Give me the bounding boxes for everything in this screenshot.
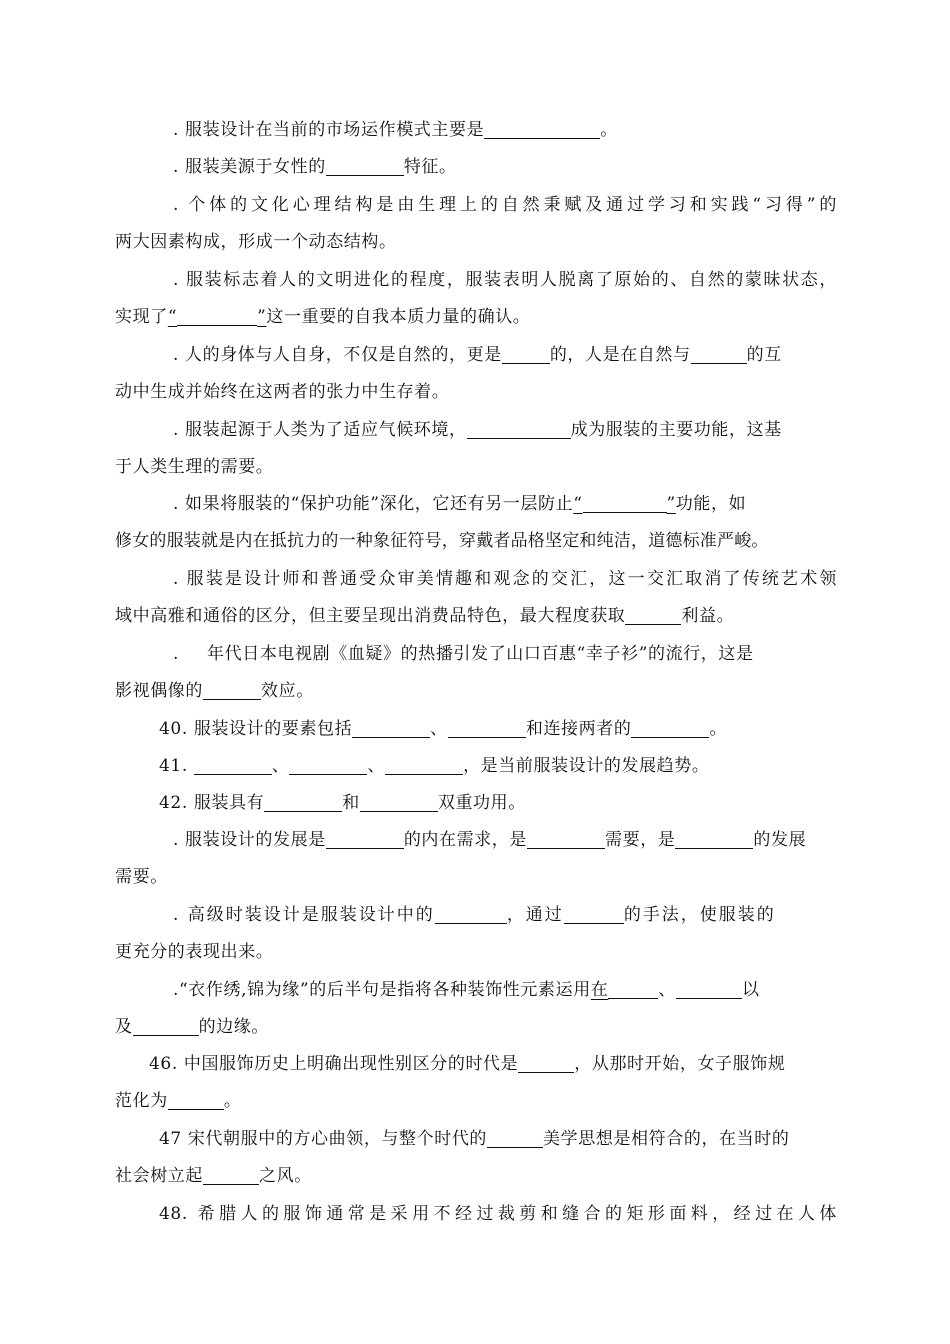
question-text: 41. bbox=[159, 756, 188, 776]
question-item bbox=[115, 112, 837, 149]
question-text: 以 bbox=[742, 980, 760, 1000]
question-item bbox=[115, 972, 837, 1046]
question-text: . 服装美源于女性的 bbox=[173, 157, 326, 177]
question-text: ，通过 bbox=[506, 905, 564, 925]
question-item bbox=[115, 1121, 837, 1195]
question-text: 更充分的表现出来。 bbox=[115, 942, 274, 962]
question-text: 的内在需求，是 bbox=[403, 830, 528, 850]
question-item bbox=[115, 337, 837, 411]
question-text: . 服装是设计师和普通受众审美情趣和观念的交汇，这一交汇取消了传统艺术领 bbox=[173, 569, 837, 589]
quote-mark: “ bbox=[167, 307, 178, 327]
question-text: . 如果将服装的“保护功能”深化，它还有另一层防止 bbox=[173, 494, 574, 514]
question-text: 域中高雅和通俗的区分，但主要呈现出消费品特色，最大程度获取 bbox=[115, 606, 626, 626]
question-text: ，是当前服装设计的发展趋势。 bbox=[463, 756, 710, 776]
answer-blank[interactable] bbox=[583, 490, 667, 513]
answer-blank[interactable] bbox=[676, 976, 742, 999]
answer-blank[interactable] bbox=[326, 153, 404, 176]
question-text: ，从那时开始，女子服饰规 bbox=[574, 1054, 786, 1074]
question-item bbox=[115, 149, 837, 186]
answer-blank[interactable] bbox=[435, 901, 507, 924]
answer-blank[interactable] bbox=[385, 752, 463, 775]
question-text: 、 bbox=[430, 719, 448, 739]
answer-blank[interactable] bbox=[467, 416, 571, 439]
question-item bbox=[115, 561, 837, 635]
question-text: 效应。 bbox=[261, 681, 314, 701]
quote-mark: ” bbox=[666, 494, 676, 514]
question-text: 年代日本电视剧《血疑》的热播引发了山口百惠“幸子衫”的流行，这是 bbox=[207, 644, 754, 664]
question-text: 、 bbox=[271, 756, 290, 776]
answer-blank[interactable] bbox=[360, 789, 438, 812]
question-item bbox=[115, 262, 837, 336]
question-text: 和连接两者的 bbox=[525, 719, 632, 739]
question-text: 的手法，使服装的 bbox=[623, 905, 776, 925]
answer-blank[interactable] bbox=[631, 715, 709, 738]
question-text: 需要，是 bbox=[605, 830, 676, 850]
answer-blank[interactable] bbox=[608, 976, 658, 999]
question-text: 42. 服装具有 bbox=[159, 793, 265, 813]
question-item bbox=[115, 785, 837, 822]
question-item bbox=[115, 1196, 837, 1233]
question-text: 特征。 bbox=[403, 157, 457, 177]
answer-blank[interactable] bbox=[487, 1125, 543, 1148]
answer-blank[interactable] bbox=[194, 752, 272, 775]
question-text: 47 宋代朝服中的方心曲领，与整个时代的 bbox=[159, 1129, 488, 1149]
answer-blank[interactable] bbox=[264, 789, 342, 812]
question-item bbox=[115, 822, 837, 896]
question-text: 48. 希腊人的服饰通常是采用不经过裁剪和缝合的矩形面料，经过在人体 bbox=[159, 1204, 837, 1224]
answer-blank[interactable] bbox=[675, 826, 753, 849]
answer-blank[interactable] bbox=[691, 341, 747, 364]
answer-blank[interactable] bbox=[518, 1050, 574, 1073]
question-text: 。 bbox=[223, 1091, 242, 1111]
answer-blank[interactable] bbox=[448, 715, 526, 738]
quote-mark: “ bbox=[573, 494, 583, 514]
question-text: 之风。 bbox=[259, 1166, 312, 1186]
question-text: 46. 中国服饰历史上明确出现性别区分的时代是 bbox=[149, 1054, 519, 1074]
question-text: . 高级时装设计是服装设计中的 bbox=[173, 905, 435, 925]
question-item bbox=[115, 1046, 837, 1120]
question-text: 这一重要的自我本质力量的确认。 bbox=[266, 307, 531, 327]
question-text: 的发展 bbox=[753, 830, 807, 850]
question-text: 范化为 bbox=[115, 1091, 168, 1111]
question-text: 功能，如 bbox=[675, 494, 747, 514]
question-text: 利益。 bbox=[681, 606, 735, 626]
question-text: 美学思想是相符合的，在当时的 bbox=[543, 1129, 790, 1149]
question-text: 动中生成并始终在这两者的张力中生存着。 bbox=[115, 382, 450, 402]
question-item bbox=[115, 412, 837, 486]
question-text: . 个体的文化心理结构是由生理上的自然秉赋及通过学习和实践“习得”的 bbox=[173, 195, 837, 215]
question-text: . 服装设计的发展是 bbox=[173, 830, 326, 850]
question-text: 、 bbox=[658, 980, 677, 1000]
question-text: 修女的服装就是内在抵抗力的一种象征符号，穿戴者品格坚定和纯洁，道德标准严峻。 bbox=[115, 531, 769, 551]
question-item bbox=[115, 897, 837, 971]
answer-blank[interactable] bbox=[502, 341, 550, 364]
question-text: 社会树立起 bbox=[115, 1166, 203, 1186]
answer-blank[interactable] bbox=[564, 901, 624, 924]
question-text: 需要。 bbox=[115, 867, 168, 887]
question-text: . 人的身体与人自身，不仅是自然的，更是 bbox=[173, 345, 502, 365]
question-text: 。 bbox=[600, 120, 618, 140]
answer-blank[interactable] bbox=[168, 1087, 224, 1110]
question-text: 的，人是在自然与 bbox=[549, 345, 691, 365]
answer-blank[interactable] bbox=[177, 303, 257, 326]
quote-mark: ” bbox=[257, 307, 267, 327]
question-text: 双重功用。 bbox=[437, 793, 526, 813]
answer-blank[interactable] bbox=[352, 715, 430, 738]
question-text: . 服装起源于人类为了适应气候环境， bbox=[173, 420, 467, 440]
question-text: 于人类生理的需要。 bbox=[115, 457, 274, 477]
question-item bbox=[115, 486, 837, 560]
answer-blank[interactable] bbox=[625, 602, 681, 625]
answer-blank[interactable] bbox=[484, 116, 600, 139]
question-text: 40. 服装设计的要素包括 bbox=[159, 719, 353, 739]
question-text: 在 bbox=[590, 980, 609, 1000]
question-text: 影视偶像的 bbox=[115, 681, 203, 701]
question-text: 的边缘。 bbox=[198, 1017, 270, 1037]
answer-blank[interactable] bbox=[133, 1013, 199, 1036]
answer-blank[interactable] bbox=[289, 752, 367, 775]
question-text: .“衣作绣,锦为缘”的后半句是指将各种装饰性元素运用 bbox=[173, 980, 591, 1000]
question-text: 和 bbox=[342, 793, 360, 813]
question-text: 及 bbox=[115, 1017, 133, 1037]
question-text: . 服装设计在当前的市场运作模式主要是 bbox=[173, 120, 485, 140]
question-item bbox=[115, 711, 837, 748]
question-item bbox=[115, 748, 837, 785]
question-text: 成为服装的主要功能，这基 bbox=[570, 420, 782, 440]
answer-blank[interactable] bbox=[527, 826, 605, 849]
question-text: 两大因素构成，形成一个动态结构。 bbox=[115, 232, 397, 252]
answer-blank[interactable] bbox=[326, 826, 404, 849]
question-text: . bbox=[173, 644, 180, 664]
answer-blank[interactable] bbox=[203, 1162, 259, 1185]
question-text: . 服装标志着人的文明进化的程度，服装表明人脱离了原始的、自然的蒙昧状态， bbox=[173, 270, 837, 290]
question-text: 的互 bbox=[746, 345, 782, 365]
question-item bbox=[115, 636, 837, 710]
question-item bbox=[115, 187, 837, 261]
answer-blank[interactable] bbox=[203, 677, 261, 700]
question-text: 实现了 bbox=[115, 307, 168, 327]
question-text: 、 bbox=[367, 756, 386, 776]
question-text: 。 bbox=[709, 719, 728, 739]
